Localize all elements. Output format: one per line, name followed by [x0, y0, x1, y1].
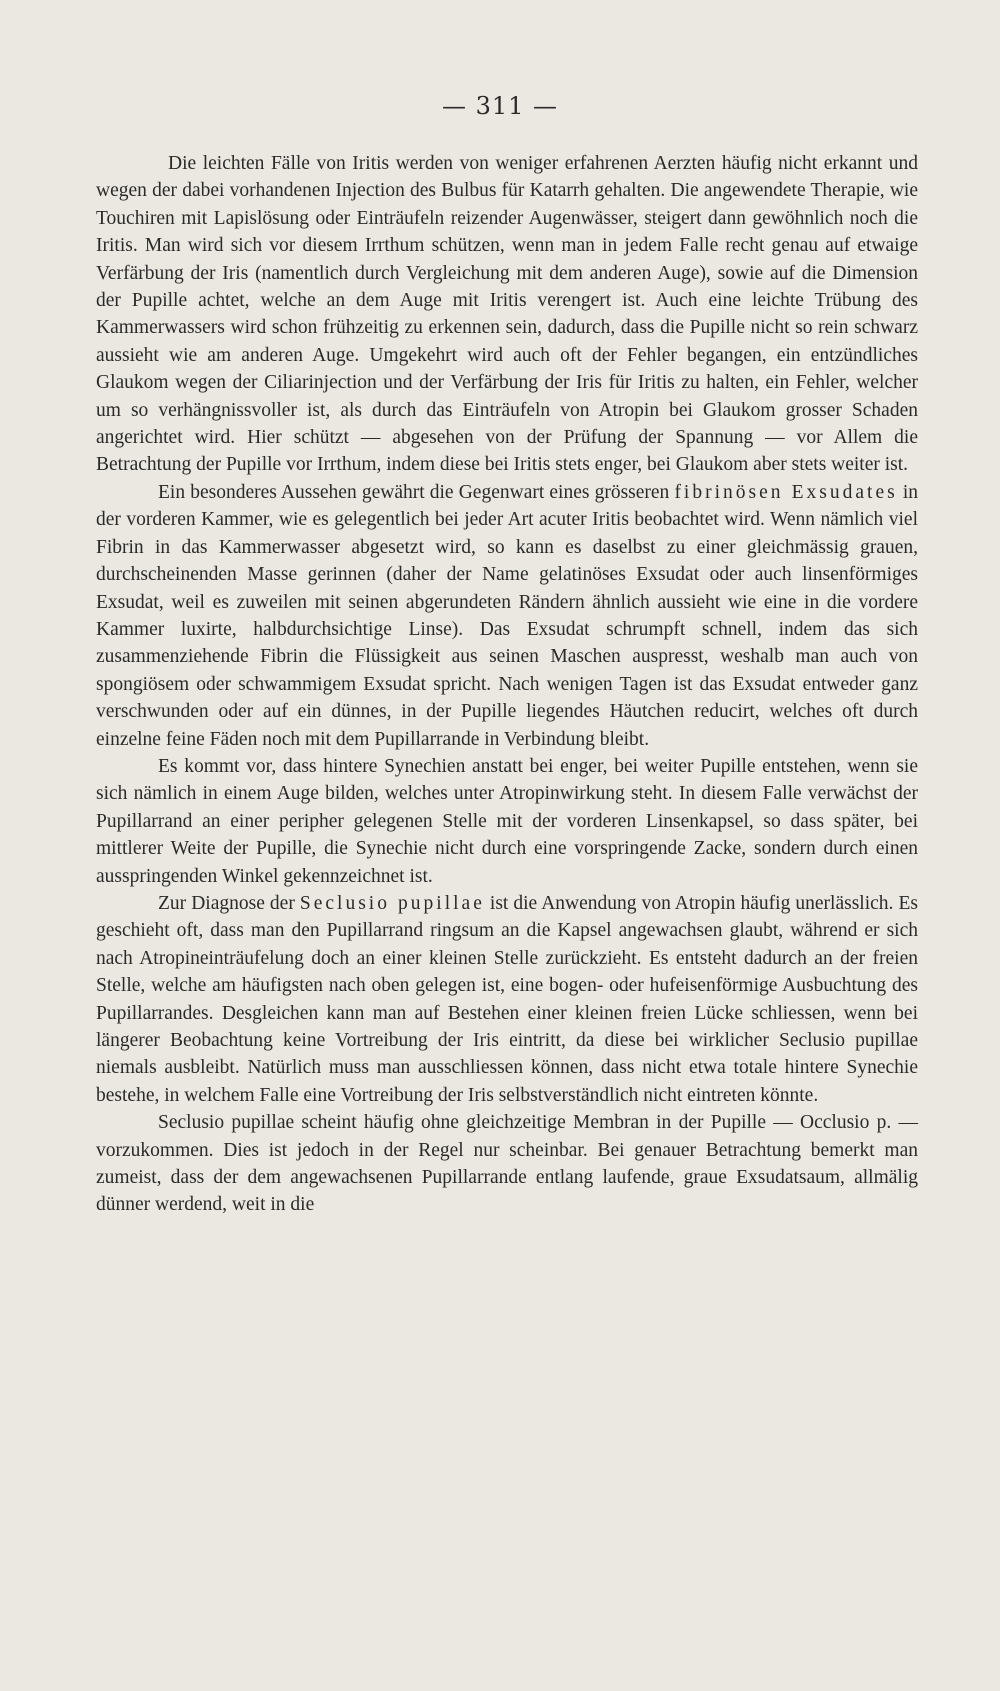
paragraph-text: Seclusio pupillae scheint häufig ohne gleichzeitige Membran in der Pupille — Occlusio p. — vorzukommen. Dies ist jedoch in der Regel nur scheinbar. Bei genauer Betrachtung bemerkt man zumeist, dass der dem angewachsenen Pupillarrande entlang laufende, graue Exsudatsaum, allmälig dünner werdend, weit in die: [96, 1112, 918, 1216]
paragraph-text: in der vorderen Kammer, wie es gelegentlich bei jeder Art acuter Iritis beobachtet wird. Wenn nämlich viel Fibrin in das Kammerwasser abgesetzt wird, so kann es daselbst zu einer gleichmässig grauen, durchscheinenden Masse gerinnen (daher der Name gelatinöses Exsudat oder auch linsenförmiges Exsudat, weil es zuweilen mit seinen abgerundeten Rändern ähnlich aussieht wie eine in die vordere Kammer luxirte, halbdurchsichtige Linse). Das Exsudat schrumpft schnell, indem das sich zusammenziehende Fibrin die Flüssigkeit aus seinen Maschen auspresst, weshalb man auch von spongiösem oder schwammigem Exsudat spricht. Nach wenigen Tagen ist das Exsudat entweder ganz verschwunden oder auf ein dünnes, in der Pupille liegendes Häutchen reducirt, welches oft durch einzelne feine Fäden noch mit dem Pupillarrande in Verbindung bleibt.: [96, 481, 918, 750]
paragraph-text: Die leichten Fälle von Iritis werden von weniger erfahrenen Aerzten häufig nicht erkannt und wegen der dabei vorhandenen Injection des Bulbus für Katarrh gehalten. Die angewendete Therapie, wie Touchiren mit Lapislösung oder Einträufeln reizender Augenwässer, steigert dann gewöhnlich noch die Iritis. Man wird sich vor diesem Irrthum schützen, wenn man in jedem Falle recht genau auf etwaige Verfärbung der Iris (namentlich durch Vergleichung mit dem anderen Auge), sowie auf die Dimension der Pupille achtet, welche an dem Auge mit Iritis verengert ist. Auch eine leichte Trübung des Kammerwassers wird schon frühzeitig zu erkennen sein, dadurch, dass die Pupille nicht so rein schwarz aussieht wie am anderen Auge. Umgekehrt wird auch oft der Fehler begangen, ein entzündliches Glaukom wegen der Ciliarinjection und der Verfärbung der Iris für Iritis zu halten, ein Fehler, welcher um so verhängnissvoller ist, als durch das Einträufeln von Atropin bei Glaukom grosser Schaden angerichtet wird. Hier schützt — abgesehen von der Prüfung der Spannung — vor Allem die Betrachtung der Pupille vor Irrthum, indem diese bei Iritis stets enger, bei Glaukom aber stets weiter ist.: [96, 153, 918, 476]
emphasized-term: Seclusio pupillae: [299, 892, 485, 914]
body-text: [96, 150, 918, 1219]
paragraph-2: [96, 479, 918, 753]
paragraph-4: [96, 890, 918, 1109]
paragraph-text: Es kommt vor, dass hintere Synechien anstatt bei enger, bei weiter Pupille entstehen, wenn sie sich nämlich in einem Auge bilden, welches unter Atropinwirkung steht. In diesem Falle verwächst der Pupillarrand an einer peripher gelegenen Stelle mit der vorderen Linsenkapsel, so dass später, bei mittlerer Weite der Pupille, die Synechie nicht durch eine vorspringende Zacke, sondern durch einen ausspringenden Winkel gekennzeichnet ist.: [96, 755, 918, 887]
emphasized-term: fibrinösen Exsudates: [674, 481, 898, 503]
paragraph-3: [96, 753, 918, 890]
paragraph-1: [96, 150, 918, 479]
page-number: — 311 —: [441, 92, 559, 120]
paragraph-text: ist die Anwendung von Atropin häufig unerlässlich. Es geschieht oft, dass man den Pupillarrand ringsum an die Kapsel angewachsen glaubt, während er sich nach Atropineinträufelung doch an einer kleinen Stelle zurückzieht. Es entsteht dadurch an der freien Stelle, welche am häufigsten nach oben gelegen ist, eine bogen- oder hufeisenförmige Ausbuchtung des Pupillarrandes. Desgleichen kann man auf Bestehen einer kleinen freien Lücke schliessen, wenn bei längerer Beobachtung keine Vortreibung der Iris eintritt, da diese bei wirklicher Seclusio pupillae niemals ausbleibt. Natürlich muss man ausschliessen können, dass nicht etwa totale hintere Synechie bestehe, in welchem Falle eine Vortreibung der Iris selbstverständlich nicht eintreten könnte.: [96, 892, 918, 1106]
paragraph-text: Zur Diagnose der: [158, 892, 300, 914]
paragraph-text: Ein besonderes Aussehen gewährt die Gegenwart eines grösseren: [158, 481, 675, 503]
paragraph-5: [96, 1109, 918, 1219]
